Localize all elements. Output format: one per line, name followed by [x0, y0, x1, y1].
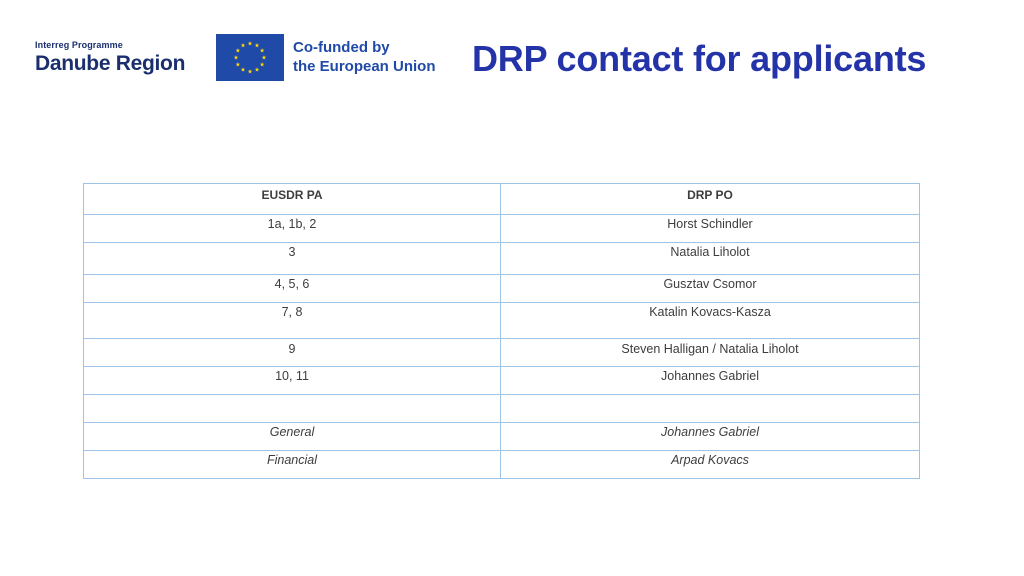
eu-star-icon [236, 62, 241, 66]
eu-line-2: the European Union [293, 58, 436, 75]
page-title: DRP contact for applicants [472, 38, 927, 79]
table-row [84, 423, 920, 451]
cell-po: Natalia Liholot [501, 243, 920, 275]
eu-star-icon [255, 67, 260, 71]
table-row [84, 367, 920, 395]
table-row [84, 215, 920, 243]
cell-po: Arpad Kovacs [501, 451, 920, 479]
cell-po: Steven Halligan / Natalia Liholot [501, 339, 920, 367]
contacts-table [83, 183, 920, 479]
table-row [84, 395, 920, 423]
cell-po: Horst Schindler [501, 215, 920, 243]
cell-pa: 9 [84, 339, 501, 367]
table-row [84, 275, 920, 303]
cell-po: Johannes Gabriel [501, 423, 920, 451]
column-header-po: DRP PO [501, 184, 920, 215]
cell-pa: 4, 5, 6 [84, 275, 501, 303]
danube-region-label: Danube Region [35, 52, 186, 75]
table-row [84, 243, 920, 275]
eu-star-icon [248, 41, 253, 45]
eu-star-icon [260, 62, 265, 66]
eu-cofunded-text [293, 38, 436, 76]
eu-stars [216, 34, 284, 81]
eu-star-icon [255, 43, 260, 47]
cell-pa: 3 [84, 243, 501, 275]
cell-pa: General [84, 423, 501, 451]
eu-star-icon [241, 43, 246, 47]
table-header-row [84, 184, 920, 215]
table-row [84, 339, 920, 367]
column-header-pa: EUSDR PA [84, 184, 501, 215]
eu-star-icon [234, 55, 239, 59]
cell-po [501, 395, 920, 423]
eu-star-icon [241, 67, 246, 71]
eu-line-1: Co-funded by [293, 39, 390, 56]
eu-flag-icon [216, 34, 284, 81]
interreg-logo [35, 40, 210, 80]
cell-pa: Financial [84, 451, 501, 479]
cell-po: Gusztav Csomor [501, 275, 920, 303]
cell-pa: 1a, 1b, 2 [84, 215, 501, 243]
eu-star-icon [260, 48, 265, 52]
interreg-programme-label: Interreg Programme [35, 40, 123, 50]
eu-star-icon [236, 48, 241, 52]
eu-star-icon [262, 55, 267, 59]
cell-pa: 10, 11 [84, 367, 501, 395]
cell-po: Katalin Kovacs-Kasza [501, 303, 920, 339]
eu-star-icon [248, 69, 253, 73]
cell-pa: 7, 8 [84, 303, 501, 339]
cell-po: Johannes Gabriel [501, 367, 920, 395]
table-row [84, 303, 920, 339]
table-row [84, 451, 920, 479]
cell-pa [84, 395, 501, 423]
